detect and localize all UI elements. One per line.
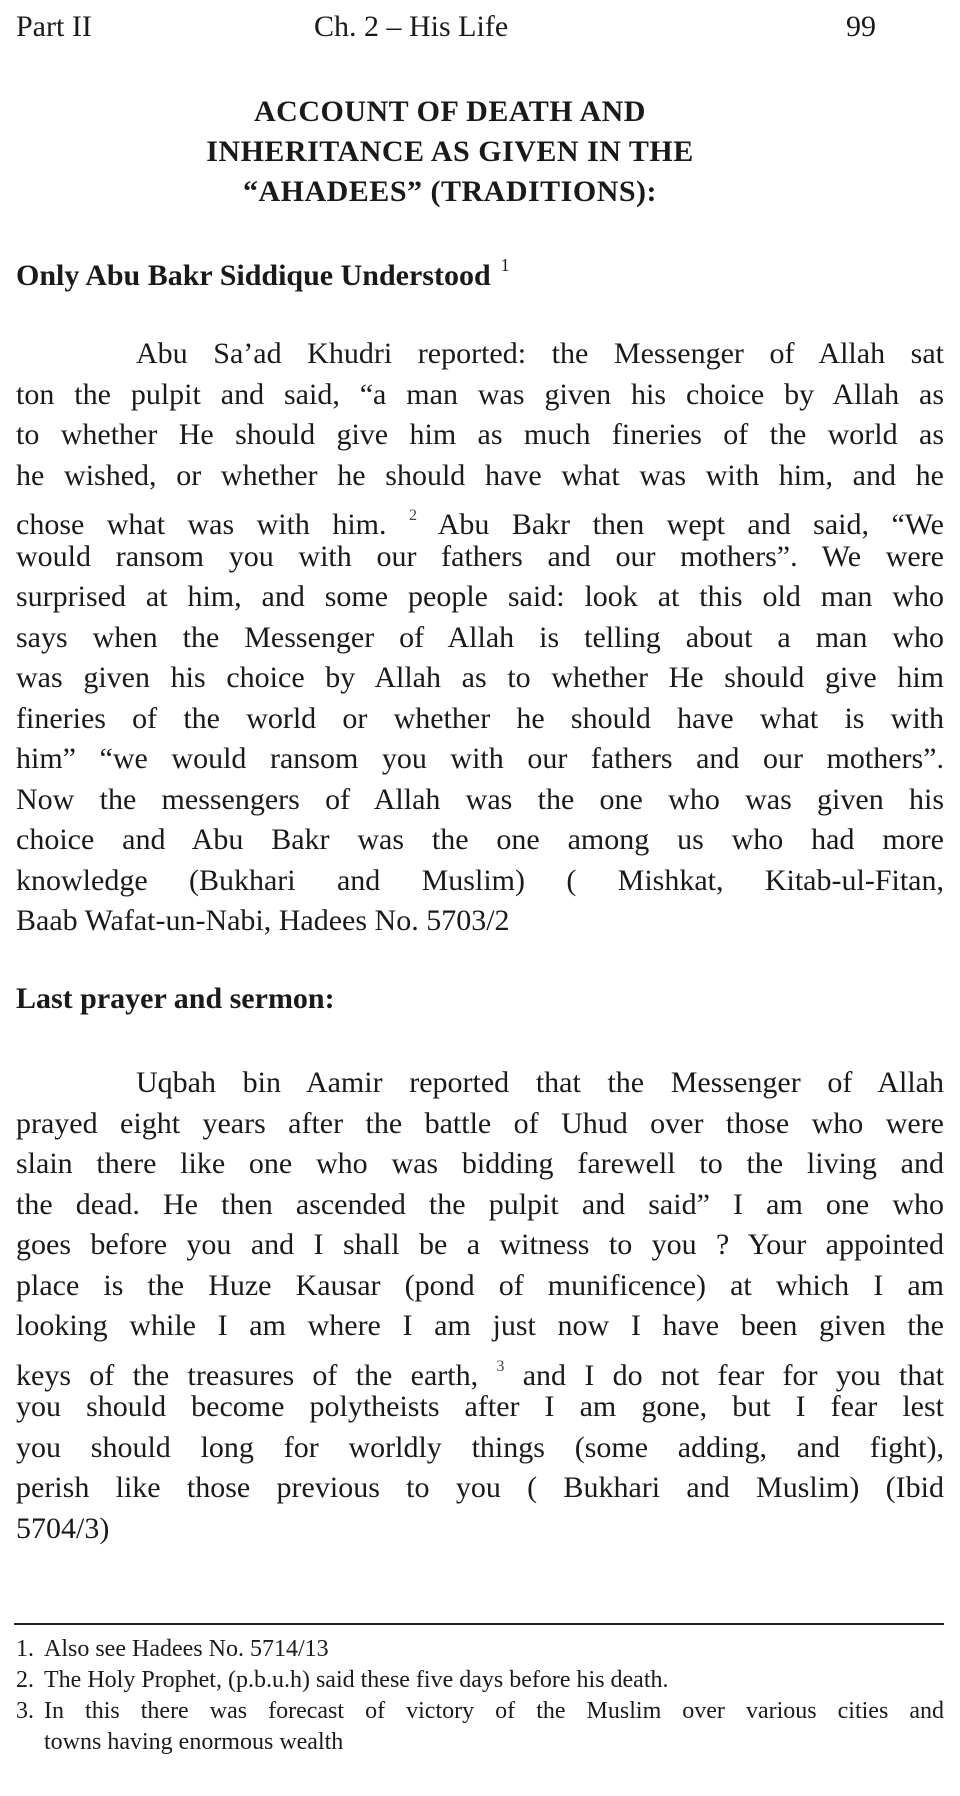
- text-line: choice and Abu Bakr was the one among us who had more: [16, 823, 944, 856]
- section-heading-last-prayer: [16, 982, 335, 1016]
- footnote-number: 1.: [16, 1636, 34, 1662]
- text-line: you should become polytheists after I am gone, but I fear lest: [16, 1390, 944, 1423]
- text-line: he wished, or whether he should have what was with him, and he: [16, 458, 944, 492]
- footnote-text: In this there was forecast of victory of the Muslim over various cities and: [44, 1698, 944, 1724]
- paragraph-last-prayer: [16, 1063, 944, 1549]
- footnote-text: towns having enormous wealth: [44, 1729, 344, 1755]
- footnotes: [16, 1634, 944, 1758]
- text-line: knowledge (Bukhari and Muslim) ( Mishkat, Kitab-ul-Fitan,: [16, 863, 944, 897]
- text-line: him” “we would ransom you with our fathers and our mothers”.: [16, 742, 944, 775]
- text-line: Baab Wafat-un-Nabi, Hadees No. 5703/2: [16, 904, 510, 937]
- text-line: Now the messengers of Allah was the one who was given his: [16, 782, 944, 816]
- text-line: chose what was with him. $^2$ Abu Bakr then wept and said, “We: [16, 507, 944, 541]
- footnote-item: [16, 1634, 944, 1665]
- text-line: ton the pulpit and said, “a man was given his choice by Allah as: [16, 377, 944, 411]
- footnote-item: [16, 1696, 944, 1758]
- footnote-ref: 2: [408, 507, 417, 524]
- footnote-text: Also see Hadees No. 5714/13: [44, 1636, 329, 1662]
- title-line: “AHADEES” (TRADITIONS):: [242, 175, 658, 208]
- footnote-text: The Holy Prophet, (p.b.u.h) said these five days before his death.: [44, 1667, 669, 1693]
- text-line: would ransom you with our fathers and our mothers”. We were: [16, 539, 944, 573]
- text-line: the dead. He then ascended the pulpit and said” I am one who: [16, 1187, 944, 1221]
- text-line: says when the Messenger of Allah is telling about a man who: [16, 620, 944, 654]
- footnote-ref: 1: [500, 255, 510, 275]
- footnote-item: [16, 1665, 944, 1696]
- text-line: to whether He should give him as much fineries of the world as: [16, 418, 944, 451]
- text-line: looking while I am where I am just now I have been given the: [16, 1309, 944, 1342]
- chapter-label: Ch. 2 – His Life: [314, 10, 509, 43]
- paragraph-abu-bakr: [16, 334, 944, 942]
- footnote-ref: 3: [496, 1357, 505, 1375]
- page-header: [14, 10, 946, 50]
- text-line: was given his choice by Allah as to whether He should give him: [16, 661, 944, 694]
- footnote-divider: [14, 1623, 944, 1625]
- text-line: Uqbah bin Aamir reported that the Messenger of Allah: [136, 1066, 944, 1099]
- title-line: INHERITANCE AS GIVEN IN THE: [206, 135, 694, 168]
- footnote-number: 2.: [16, 1667, 34, 1693]
- title-line: ACCOUNT OF DEATH AND: [254, 95, 646, 128]
- text-line: surprised at him, and some people said: look at this old man who: [16, 580, 944, 613]
- page-number: 99: [846, 10, 876, 43]
- text-line: Abu Sa’ad Khudri reported: the Messenger of Allah sat: [136, 337, 944, 370]
- section-heading-abu-bakr: [16, 255, 510, 293]
- text-line: 5704/3): [16, 1511, 110, 1545]
- text-line: keys of the treasures of the earth, $^3$ and I do not fear for you that: [16, 1357, 945, 1392]
- section-heading-text: Only Abu Bakr Siddique Understood: [16, 259, 491, 292]
- text-line: slain there like one who was bidding farewell to the living and: [16, 1147, 944, 1180]
- footnote-number: 3.: [16, 1698, 34, 1724]
- text-line: goes before you and I shall be a witness to you ? Your appointed: [16, 1228, 944, 1261]
- text-line: prayed eight years after the battle of Uhud over those who were: [16, 1106, 944, 1140]
- page-title: [0, 92, 900, 212]
- section-heading-text: Last prayer and sermon:: [16, 982, 335, 1015]
- text-line: place is the Huze Kausar (pond of munificence) at which I am: [16, 1268, 944, 1302]
- text-line: perish like those previous to you ( Bukhari and Muslim) (Ibid: [16, 1471, 944, 1504]
- text-line: you should long for worldly things (some adding, and fight),: [16, 1430, 944, 1464]
- text-line: fineries of the world or whether he should have what is with: [16, 701, 944, 735]
- part-label: Part II: [16, 10, 92, 43]
